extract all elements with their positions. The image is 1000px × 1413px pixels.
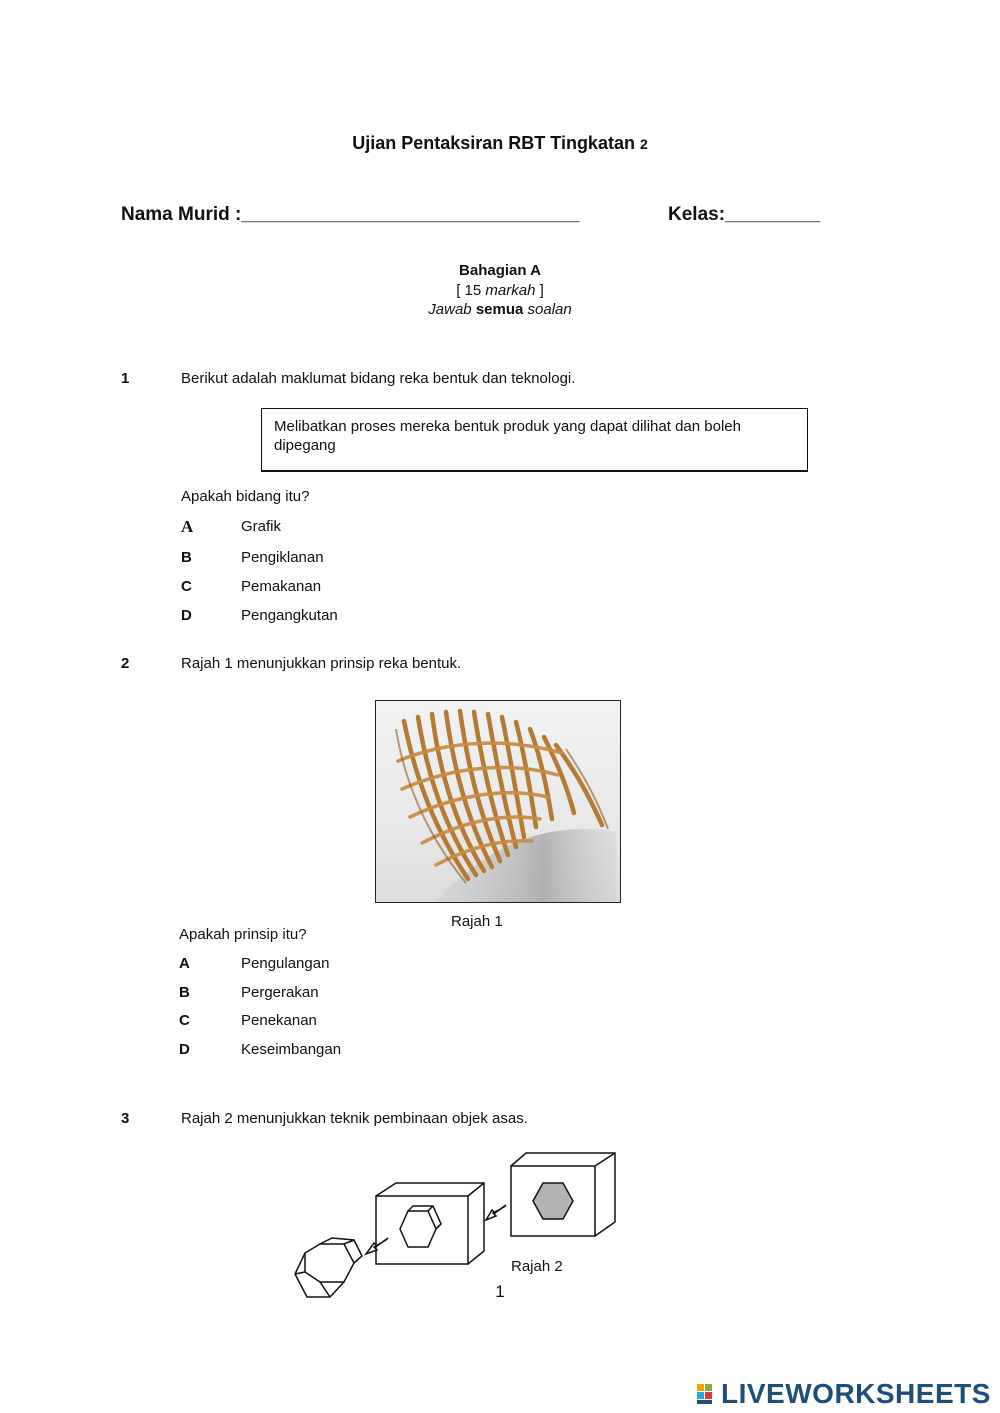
- q1-option-a-letter[interactable]: A: [181, 517, 194, 536]
- question-2-prompt: Apakah prinsip itu?: [179, 926, 307, 943]
- q1-option-c-text[interactable]: Pemakanan: [241, 578, 322, 595]
- q2-option-a-letter[interactable]: A: [179, 955, 190, 972]
- wooden-chair-photo: [375, 700, 621, 903]
- title-main: Ujian Pentaksiran RBT Tingkatan: [352, 133, 635, 153]
- question-1-info-box: Melibatkan proses mereka bentuk produk yang dapat dilihat dan boleh dipegang: [261, 408, 808, 472]
- section-name: Bahagian A: [459, 262, 541, 279]
- section-instruction: Jawab semua soalan: [428, 301, 572, 318]
- liveworksheets-logo-text: LIVEWORKSHEETS: [721, 1378, 991, 1409]
- q2-option-a-text[interactable]: Pengulangan: [241, 955, 330, 972]
- q2-option-c-text[interactable]: Penekanan: [241, 1012, 317, 1029]
- figure-2-caption: Rajah 2: [511, 1258, 563, 1275]
- block-with-hexagonal-hole: [376, 1183, 484, 1264]
- section-marks: [ 15 markah ]: [456, 282, 544, 299]
- solid-block-with-hexagon: [511, 1153, 615, 1236]
- question-3-text: Rajah 2 menunjukkan teknik pembinaan objek asas.: [181, 1110, 528, 1127]
- question-1-text: Berikut adalah maklumat bidang reka bentuk dan teknologi.: [181, 370, 576, 387]
- q1-option-b-text[interactable]: Pengiklanan: [241, 549, 324, 566]
- q2-option-b-text[interactable]: Pergerakan: [241, 984, 319, 1001]
- q2-option-d-letter[interactable]: D: [179, 1041, 190, 1058]
- class-field[interactable]: Kelas:_________: [668, 204, 821, 225]
- q1-option-c-letter[interactable]: C: [181, 578, 192, 595]
- page-number: 1: [495, 1282, 505, 1301]
- liveworksheets-logo[interactable]: [697, 1380, 991, 1408]
- student-name-field[interactable]: Nama Murid :________________________________: [121, 204, 580, 225]
- q1-option-d-text[interactable]: Pengangkutan: [241, 607, 338, 624]
- question-3-number: 3: [121, 1110, 130, 1127]
- question-2-text: Rajah 1 menunjukkan prinsip reka bentuk.: [181, 655, 462, 672]
- liveworksheets-logo-icon: [697, 1382, 721, 1406]
- figure-2-construction-diagram: [290, 1150, 620, 1302]
- q1-option-b-letter[interactable]: B: [181, 549, 192, 566]
- figure-1-caption: Rajah 1: [451, 913, 503, 930]
- page-title: [0, 133, 1000, 154]
- q2-option-d-text[interactable]: Keseimbangan: [241, 1041, 342, 1058]
- question-2-number: 2: [121, 655, 130, 672]
- arrow-icon-1: [486, 1205, 506, 1220]
- wooden-chair-illustration: [376, 701, 620, 902]
- question-1-number: 1: [121, 370, 130, 387]
- q2-option-c-letter[interactable]: C: [179, 1012, 190, 1029]
- q1-option-a-text[interactable]: Grafik: [241, 518, 282, 535]
- title-grade: 2: [639, 136, 648, 152]
- q1-option-d-letter[interactable]: D: [181, 607, 192, 624]
- q2-option-b-letter[interactable]: B: [179, 984, 190, 1001]
- question-1-prompt: Apakah bidang itu?: [181, 488, 310, 505]
